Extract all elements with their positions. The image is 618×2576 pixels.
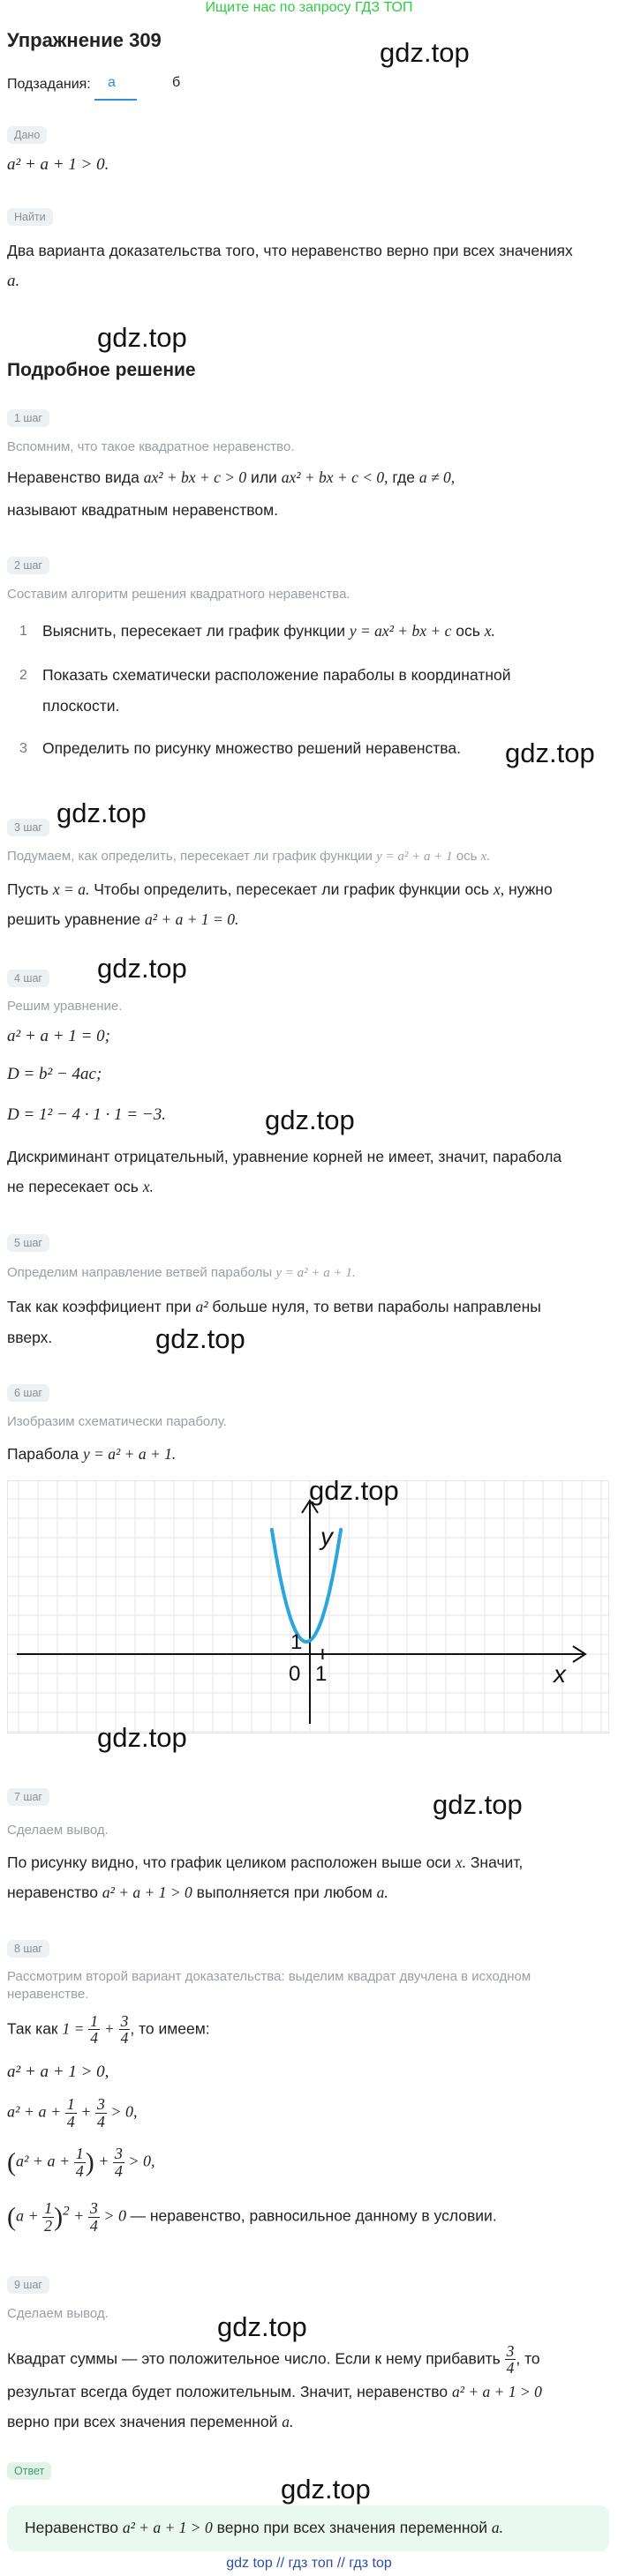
answer-text: [25, 2519, 503, 2538]
watermark: gdz.top: [57, 798, 147, 828]
denominator: 4: [114, 2161, 123, 2180]
list-item: Определить по рисунку множество решений неравенства.: [42, 739, 461, 757]
text: Чтобы определить, пересекает ли график функции ось: [94, 880, 490, 898]
text: ось: [456, 849, 478, 864]
step8-desc1: Рассмотрим второй вариант доказательства: выделим квадрат двучлена в исходном: [7, 1969, 531, 1984]
math: > 0: [103, 2206, 126, 2225]
watermark: gdz.top: [155, 1323, 245, 1354]
step7-line1: [7, 1853, 523, 1873]
text: не пересекает ось: [7, 1178, 139, 1195]
step1-line1: [7, 468, 455, 488]
exponent: 2: [63, 2204, 70, 2219]
fraction: [42, 2200, 54, 2235]
text: нужно: [508, 880, 553, 898]
paren: (: [7, 2147, 16, 2177]
watermark: gdz.top: [309, 1475, 399, 1506]
math: a.: [491, 2519, 504, 2536]
text: , то: [516, 2349, 540, 2368]
math: y = a² + a + 1: [376, 850, 453, 864]
denominator: 4: [66, 2112, 75, 2130]
step3-badge: 3 шаг: [7, 819, 49, 836]
denominator: 4: [89, 2216, 98, 2235]
parabola-chart: [7, 1480, 609, 1734]
numerator: 3: [114, 2145, 123, 2162]
footer-link[interactable]: gdz top: [226, 2556, 273, 2571]
watermark: gdz.top: [505, 738, 595, 768]
math: y = ax² + bx + c: [349, 622, 452, 640]
x-axis-label: x: [554, 1660, 566, 1688]
footer-links: [0, 2556, 618, 2572]
numerator: 3: [506, 2342, 515, 2360]
step6-badge: 6 шаг: [7, 1384, 49, 1402]
math: x = a.: [52, 880, 90, 898]
math: x.: [142, 1178, 154, 1195]
text: Определим направление ветвей параболы: [7, 1265, 273, 1280]
step9-line2: [7, 2383, 542, 2402]
watermark: gdz.top: [433, 1789, 523, 1820]
search-hint-link[interactable]: Ищите нас по запросу ГДЗ ТОП: [205, 0, 413, 15]
subtasks-label: Подзадания:: [7, 77, 91, 92]
step2-badge: 2 шаг: [7, 557, 49, 574]
footer-separator: //: [276, 2556, 285, 2571]
step5-line2: вверх.: [7, 1329, 53, 1346]
fraction: [88, 2013, 100, 2047]
text: — неравенство, равносильное данному в условии.: [130, 2206, 497, 2225]
find-text: Два варианта доказательства того, что неравенство верно при всех значениях: [7, 242, 573, 259]
given-badge: Дано: [7, 126, 47, 144]
step8-line1: [7, 2013, 210, 2047]
text: ось: [456, 622, 480, 640]
math: a ≠ 0,: [418, 468, 456, 486]
list-num: 2: [19, 668, 27, 683]
math: y = a² + a + 1.: [275, 1266, 356, 1280]
denominator: 4: [75, 2161, 84, 2180]
fraction: [65, 2096, 77, 2130]
find-var: a.: [7, 272, 20, 290]
math: a²: [195, 1298, 208, 1315]
math: x.: [455, 1853, 466, 1871]
find-badge: Найти: [7, 208, 53, 226]
text: решить уравнение: [7, 910, 141, 928]
text: Выяснить, пересекает ли график функции: [42, 622, 345, 640]
tick-label-origin: 0: [289, 1662, 301, 1686]
step1-line2: называют квадратным неравенством.: [7, 501, 279, 519]
text: Так как: [7, 2019, 58, 2038]
numerator: 3: [96, 2095, 105, 2113]
text: верно при всех значения переменной: [216, 2519, 488, 2536]
step8-eq2: [7, 2096, 138, 2130]
math: y = a² + a + 1.: [82, 1445, 177, 1463]
watermark: gdz.top: [97, 322, 187, 353]
fraction: [95, 2096, 107, 2130]
text: больше нуля, то ветви параболы направлены: [212, 1298, 541, 1315]
step7-desc: Сделаем вывод.: [7, 1823, 109, 1838]
list-num: 1: [19, 624, 27, 639]
math: x,: [493, 880, 505, 898]
step7-badge: 7 шаг: [7, 1788, 49, 1806]
tick-label-y1: 1: [290, 1630, 303, 1654]
footer-separator: //: [336, 2556, 345, 2571]
math: > 0,: [128, 2152, 155, 2170]
step3-desc: [7, 849, 490, 865]
step4-eq3: D = 1² − 4 · 1 · 1 = −3.: [7, 1105, 166, 1124]
text: Парабола: [7, 1445, 79, 1463]
step9-badge: 9 шаг: [7, 2276, 49, 2294]
step1-desc: Вспомним, что такое квадратное неравенство.: [7, 439, 295, 454]
text: Неравенство: [25, 2519, 118, 2536]
tab-b[interactable]: б: [172, 75, 181, 90]
math: x.: [480, 850, 491, 864]
text: По рисунку видно, что график целиком расположен выше оси: [7, 1853, 451, 1871]
step3-line1: [7, 880, 553, 900]
step2-desc: Составим алгоритм решения квадратного неравенства.: [7, 587, 350, 602]
math: a² + a +: [7, 2102, 62, 2121]
math: ax² + bx + c < 0,: [281, 468, 388, 486]
given-math: a² + a + 1 > 0.: [7, 155, 109, 174]
math: a² + a +: [16, 2152, 71, 2170]
plus-sign: +: [80, 2102, 92, 2121]
step9-desc: Сделаем вывод.: [7, 2306, 109, 2321]
text: где: [392, 468, 415, 486]
step8-badge: 8 шаг: [7, 1940, 49, 1958]
list-num: 3: [19, 741, 27, 756]
watermark: gdz.top: [265, 1105, 355, 1135]
y-axis-label: y: [320, 1523, 333, 1550]
list-item: [42, 622, 495, 641]
answer-box: [7, 2505, 609, 2551]
denominator: 4: [120, 2029, 129, 2048]
math: a² + a + 1 > 0: [122, 2519, 213, 2536]
step6-line1: [7, 1445, 176, 1464]
plus-sign: +: [98, 2152, 109, 2170]
text: Значит,: [470, 1853, 524, 1871]
text: Пусть: [7, 880, 49, 898]
footer-link[interactable]: гдз топ: [288, 2556, 334, 2571]
paren: ): [54, 2202, 64, 2232]
text: , то имеем:: [130, 2019, 210, 2038]
numerator: 1: [90, 2012, 99, 2030]
math: a² + a + 1 = 0.: [145, 910, 239, 928]
tick-label-x1: 1: [315, 1662, 328, 1686]
numerator: 1: [75, 2145, 84, 2162]
step8-eq3: [7, 2145, 155, 2180]
math: a +: [16, 2206, 39, 2225]
numerator: 1: [66, 2095, 75, 2113]
text: верно при всех значения переменной: [7, 2413, 278, 2430]
math: x.: [484, 622, 495, 640]
list-item: Показать схематически расположение параболы в координатной: [42, 666, 511, 684]
text: или: [251, 468, 277, 486]
step9-line1: [7, 2343, 540, 2377]
numerator: 3: [89, 2199, 98, 2217]
step5-badge: 5 шаг: [7, 1234, 49, 1252]
list-item-cont: плоскости.: [42, 697, 120, 715]
math: 1 =: [62, 2019, 85, 2038]
fraction: [113, 2145, 124, 2180]
text: Неравенство вида: [7, 468, 139, 486]
plus-sign: +: [73, 2206, 85, 2225]
step5-line1: [7, 1298, 541, 1317]
math: a.: [282, 2413, 294, 2430]
denominator: 4: [506, 2359, 515, 2378]
fraction: [88, 2200, 100, 2235]
paren: ): [85, 2147, 94, 2177]
fraction: [505, 2343, 516, 2377]
step3-line2: [7, 910, 238, 930]
answer-badge: Ответ: [7, 2462, 51, 2480]
fraction: [74, 2145, 86, 2180]
step4-eq2: D = b² − 4ac;: [7, 1065, 102, 1083]
math: > 0,: [110, 2102, 138, 2121]
watermark: gdz.top: [97, 1722, 187, 1753]
footer-link[interactable]: гдз top: [349, 2556, 392, 2571]
numerator: 1: [44, 2199, 53, 2217]
step7-line2: [7, 1883, 388, 1903]
watermark: gdz.top: [97, 953, 187, 984]
math: a.: [376, 1883, 388, 1901]
math: ax² + bx + c > 0: [143, 468, 247, 486]
text: Квадрат суммы — это положительное число. Если к нему прибавить: [7, 2349, 501, 2368]
denominator: 4: [90, 2029, 99, 2048]
step4-badge: 4 шаг: [7, 970, 49, 987]
text: неравенство: [7, 1883, 98, 1901]
text: Так как коэффициент при: [7, 1298, 192, 1315]
tab-a[interactable]: а: [108, 75, 116, 90]
step4-line1: Дискриминант отрицательный, уравнение корней не имеет, значит, парабола: [7, 1148, 562, 1165]
step8-desc2: неравенстве.: [7, 1987, 89, 2002]
text: Подумаем, как определить, пересекает ли график функции: [7, 849, 373, 864]
text: выполняется при любом: [196, 1883, 373, 1901]
page-title: Упражнение 309: [7, 29, 162, 51]
watermark: gdz.top: [380, 37, 470, 68]
step6-desc: Изобразим схематически параболу.: [7, 1414, 227, 1429]
plus-sign: +: [103, 2019, 115, 2038]
step4-desc: Решим уравнение.: [7, 999, 123, 1014]
watermark: gdz.top: [217, 2311, 307, 2342]
chart-svg: [8, 1481, 608, 1733]
fraction: [119, 2013, 131, 2047]
step4-eq1: a² + a + 1 = 0;: [7, 1027, 110, 1045]
step4-line2: [7, 1178, 154, 1197]
text: результат всегда будет положительным. Значит, неравенство: [7, 2383, 448, 2400]
step8-eq4: [7, 2200, 497, 2235]
numerator: 3: [120, 2012, 129, 2030]
watermark: gdz.top: [281, 2474, 371, 2505]
math: a² + a + 1 > 0: [451, 2383, 542, 2400]
step9-line3: [7, 2413, 293, 2432]
step8-eq1: a² + a + 1 > 0,: [7, 2063, 109, 2081]
paren: (: [7, 2202, 16, 2232]
step1-badge: 1 шаг: [7, 409, 49, 427]
tab-a-underline: [94, 99, 137, 101]
math: a² + a + 1 > 0: [102, 1883, 192, 1901]
step5-desc: [7, 1265, 356, 1281]
solution-title: Подробное решение: [7, 360, 196, 380]
denominator: 2: [44, 2216, 53, 2235]
denominator: 4: [96, 2112, 105, 2130]
